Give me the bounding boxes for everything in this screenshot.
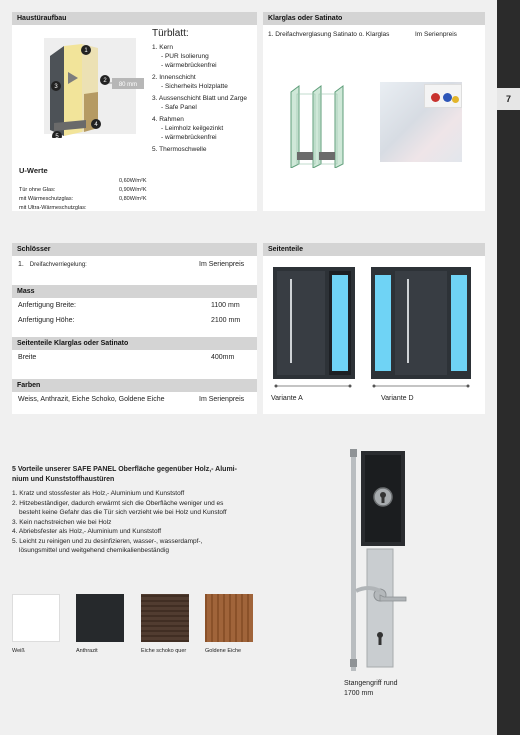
- vorteil-1: 1. Kratz und stossfester als Holz,- Aluminium und Kunststoff: [12, 490, 185, 497]
- layer-1-name: Kern: [159, 44, 173, 51]
- mass-value-breite: 1100 mm: [211, 302, 240, 309]
- vorteil-2-line-1: 2. Hitzebeständiger, dadurch erwärmt sich die Oberfläche weniger und es: [12, 499, 224, 507]
- uwerte-title: U-Werte: [19, 166, 48, 175]
- tuerblatt-title: Türblatt:: [152, 28, 189, 39]
- layer-3: [152, 94, 256, 112]
- uwerte-value: 0,60W/m²K: [119, 178, 147, 184]
- vorteil-2-line-2: besteht keine Gefahr das die Tür sich verzieht wie bei Holz und Kunstoff: [19, 509, 227, 516]
- layer-1: [152, 43, 256, 70]
- marker-1: 1: [84, 48, 88, 54]
- swatch-anthrazit-label: Anthrazit: [76, 648, 98, 654]
- vorteil-5-line-2: lösungsmittel und weitgehend chemikalienbeständig: [19, 547, 169, 554]
- layer-4-sub-2: - wärmebrückenfrei: [161, 134, 217, 141]
- layer-2: [152, 73, 256, 91]
- variante-a-label: Variante A: [271, 395, 303, 402]
- schloesser-num: 1.: [18, 261, 24, 268]
- layer-1-num: 1.: [152, 44, 158, 51]
- spec-panel: [12, 243, 257, 414]
- marker-3: 3: [54, 84, 58, 90]
- seitenteile-breite-label: Breite: [18, 354, 37, 361]
- layer-3-name: Aussenschicht Blatt und Zarge: [158, 95, 248, 102]
- haustuer-header: Haustüraufbau: [12, 12, 257, 25]
- variante-a-door-illustration: [273, 267, 355, 379]
- klarglas-item: 1. Dreifachverglasung Satinato o. Klarglas: [268, 31, 390, 38]
- seitenteile-panel: [263, 243, 485, 414]
- vorteile-section: [12, 465, 312, 556]
- klarglas-header: Klarglas oder Satinato: [263, 12, 485, 25]
- haustuer-panel: [12, 12, 257, 211]
- cup-yellow-icon: [452, 96, 459, 103]
- layer-3-num: 3.: [152, 95, 158, 102]
- layer-3-sub-1: - Safe Panel: [161, 104, 197, 111]
- schloesser-label: Dreifachverriegelung:: [29, 262, 87, 268]
- vorteile-heading-2: nium und Kunststoffhaustüren: [12, 476, 115, 483]
- swatch-goldene-eiche: [205, 594, 253, 642]
- layer-4-name: Rahmen: [159, 116, 184, 123]
- schloesser-row: [18, 261, 87, 268]
- vorteile-heading-1: 5 Vorteile unserer SAFE PANEL Oberfläche gegenüber Holz,- Alumi-: [12, 466, 237, 473]
- variante-d-label: Variante D: [381, 395, 414, 402]
- thickness-label: 80 mm: [118, 82, 138, 88]
- uwerte-label: mit Ultra-Wärmeschutzglas:: [19, 205, 87, 211]
- cup-red-icon: [431, 93, 440, 102]
- mass-value-hoehe: 2100 mm: [211, 317, 241, 324]
- vorteil-3: 3. Kein nachstreichen wie bei Holz: [12, 518, 112, 526]
- seitenteile-klarglas-header: Seitenteile Klarglas oder Satinato: [12, 337, 257, 350]
- swatch-weiss: [12, 594, 60, 642]
- satinato-glass-photo: [380, 82, 462, 162]
- mass-header: Mass: [12, 285, 257, 298]
- mass-label-hoehe: Anfertigung Höhe:: [18, 317, 75, 324]
- seitenteile-header: Seitenteile: [263, 243, 485, 256]
- swatch-goldene-eiche-label: Goldene Eiche: [205, 648, 242, 654]
- swatch-anthrazit: [76, 594, 124, 642]
- layer-1-sub-1: - PUR Isolierung: [161, 53, 209, 60]
- swatch-eiche-schoko-label: Eiche schoko quer: [141, 648, 187, 654]
- layer-list: [152, 43, 256, 154]
- schloesser-header: Schlösser: [12, 243, 257, 256]
- hardware-caption-1: Stangengriff rund: [344, 680, 398, 687]
- klarglas-panel: [263, 12, 485, 211]
- cup-blue-icon: [443, 93, 452, 102]
- hardware-caption-2: 1700 mm: [344, 690, 374, 697]
- marker-4: 4: [94, 122, 98, 128]
- layer-5-name: Thermoschwelle: [159, 146, 207, 153]
- farben-label: Weiss, Anthrazit, Eiche Schoko, Goldene Eiche: [18, 396, 165, 403]
- uwerte-table: [19, 178, 169, 211]
- klarglas-status: Im Serienpreis: [415, 31, 457, 38]
- layer-2-num: 2.: [152, 74, 158, 81]
- swatch-weiss-label: Weiß: [12, 648, 25, 654]
- vorteil-4: 4. Abriebsfester als Holz,- Aluminium und Kunststoff: [12, 528, 162, 535]
- schloesser-value: Im Serienpreis: [199, 261, 245, 268]
- layer-2-name: Innenschicht: [159, 74, 196, 81]
- page-sidebar: [497, 0, 520, 735]
- uwerte-value: 0,90W/m²K: [119, 187, 147, 193]
- vorteil-5-line-1: 5. Leicht zu reinigen und zu desinfizieren, wasser-, wasserdampf-,: [12, 537, 203, 545]
- layer-1-sub-2: - wärmebrückenfrei: [161, 62, 217, 69]
- farben-header: Farben: [12, 379, 257, 392]
- layer-5-num: 5.: [152, 146, 158, 153]
- variante-d-plan-icon: [371, 382, 471, 390]
- marker-5: 5: [55, 134, 59, 138]
- satinato-inset-photo: [424, 84, 462, 108]
- layer-4: [152, 115, 256, 142]
- triple-glazing-illustration: [285, 78, 355, 168]
- handle-lock-illustration: [340, 445, 420, 675]
- farben-value: Im Serienpreis: [199, 396, 245, 403]
- mass-label-breite: Anfertigung Breite:: [18, 302, 76, 309]
- layer-5: [152, 145, 256, 154]
- uwerte-value: 0,80W/m²K: [119, 196, 147, 202]
- door-cross-section-illustration: [32, 28, 147, 138]
- page-number: 7: [497, 88, 520, 110]
- uwerte-label: mit Wärmeschutzglas:: [19, 196, 74, 202]
- layer-2-sub-1: - Sicherheits Holzplatte: [161, 83, 228, 90]
- swatch-eiche-schoko: [141, 594, 189, 642]
- layer-4-num: 4.: [152, 116, 158, 123]
- uwerte-label: Tür ohne Glas:: [19, 187, 56, 193]
- uwerte-row: [19, 196, 169, 211]
- variante-d-door-illustration: [371, 267, 471, 379]
- layer-4-sub-1: - Leimholz keilgezinkt: [161, 125, 224, 132]
- marker-2: 2: [103, 78, 107, 84]
- seitenteile-breite-value: 400mm: [211, 354, 235, 361]
- variante-a-plan-icon: [273, 382, 353, 390]
